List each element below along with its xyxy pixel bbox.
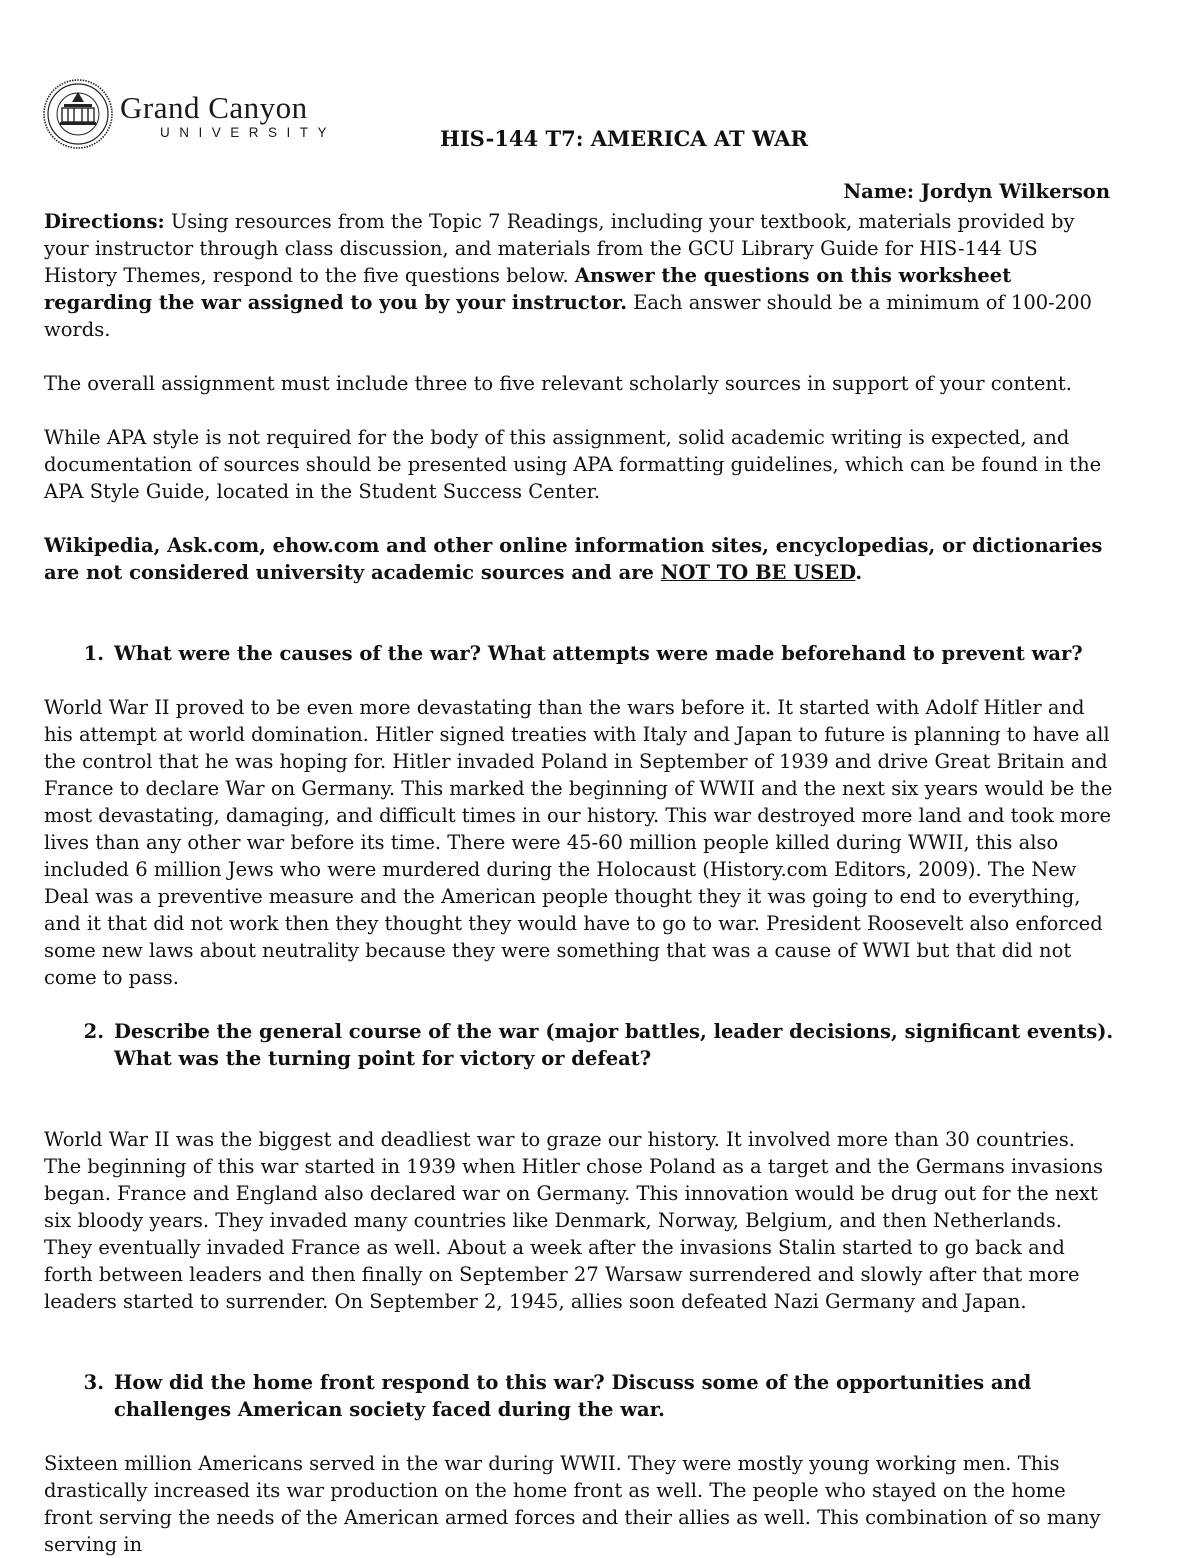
question-text: How did the home front respond to this war? Discuss some of the opportunities and challenges American society faced during the war. <box>114 1371 1032 1421</box>
directions-paragraph <box>44 208 1114 343</box>
sources-note: The overall assignment must include three to five relevant scholarly sources in support of your content. <box>44 372 1072 395</box>
directions-label: Directions: <box>44 210 165 233</box>
university-seal-icon <box>42 78 114 150</box>
university-logo <box>42 78 362 160</box>
question-text: What were the causes of the war? What attempts were made beforehand to prevent war? <box>114 642 1083 665</box>
page-title: HIS-144 T7: AMERICA AT WAR <box>440 126 808 151</box>
answer-2: World War II was the biggest and deadliest war to graze our history. It involved more than 30 countries. The beginning of this war started in 1939 when Hitler chose Poland as a target and the Germans invasions began. France and England also declared war on Germany. This innovation would be drug out for the next six bloody years. They invaded many countries like Denmark, Norway, Belgium, and then Netherlands. They eventually invaded France as well. About a week after the invasions Stalin started to go back and forth between leaders and then finally on September 27 Warsaw surrendered and slowly after that more leaders started to surrender. On September 2, 1945, allies soon defeated Nazi Germany and Japan. <box>44 1128 1103 1313</box>
wordmark-line2: UNIVERSITY <box>160 125 337 140</box>
question-text: Describe the general course of the war (major battles, leader decisions, significant events). What was the turning point for victory or defeat? <box>114 1020 1114 1070</box>
directions-text-end: Each answer should be a minimum of 100-200 words. <box>44 291 1092 341</box>
warning-underlined: NOT TO BE USED <box>660 561 856 584</box>
question-2 <box>44 1018 1114 1072</box>
question-number: 3. <box>83 1371 104 1394</box>
question-number: 1. <box>83 642 104 665</box>
apa-note: While APA style is not required for the body of this assignment, solid academic writing is expected, and documentation of sources should be presented using APA formatting guidelines, which can be found in the APA Style Guide, located in the Student Success Center. <box>44 426 1102 503</box>
wordmark-line1: Grand Canyon <box>120 90 308 125</box>
warning-text: Wikipedia, Ask.com, ehow.com and other online information sites, encyclopedias, or dictionaries are not considered university academic sources and are <box>44 534 1103 584</box>
sources-warning <box>44 532 1114 586</box>
university-wordmark <box>120 92 336 142</box>
warning-end: . <box>855 561 863 584</box>
student-name: Name: Jordyn Wilkerson <box>843 180 1110 203</box>
answer-1: World War II proved to be even more devastating than the wars before it. It started with Adolf Hitler and his attempt at world domination. Hitler signed treaties with Italy and Japan to future is planning to have all the control that he was hoping for. Hitler invaded Poland in September of 1939 and drive Great Britain and France to declare War on Germany. This marked the beginning of WWII and the next six years would be the most devastating, damaging, and difficult times in our history. This war destroyed more land and took more lives than any other war before its time. There were 45-60 million people killed during WWII, this also included 6 million Jews who were murdered during the Holocaust (History.com Editors, 2009). The New Deal was a preventive measure and the American people thought they it was going to end to everything, and it that did not work then they thought they would have to go to war. President Roosevelt also enforced some new laws about neutrality because they were something that was a cause of WWI but that did not come to pass. <box>44 696 1113 989</box>
question-1 <box>44 640 1114 667</box>
question-3 <box>44 1369 1114 1423</box>
answer-3: Sixteen million Americans served in the war during WWII. They were mostly young working men. This drastically increased its war production on the home front as well. The people who stayed on the home front serving the needs of the American armed forces and their allies as well. This combination of so many serving in <box>44 1452 1101 1556</box>
document-body <box>44 208 1114 1558</box>
directions-text: Using resources from the Topic 7 Readings, including your textbook, materials provided by your instructor through class discussion, and materials from the GCU Library Guide for HIS-144 US History Themes, respond to the five questions below. <box>44 210 1075 287</box>
question-number: 2. <box>83 1020 104 1043</box>
directions-bold: Answer the questions on this worksheet regarding the war assigned to you by your instructor. <box>44 264 1012 314</box>
